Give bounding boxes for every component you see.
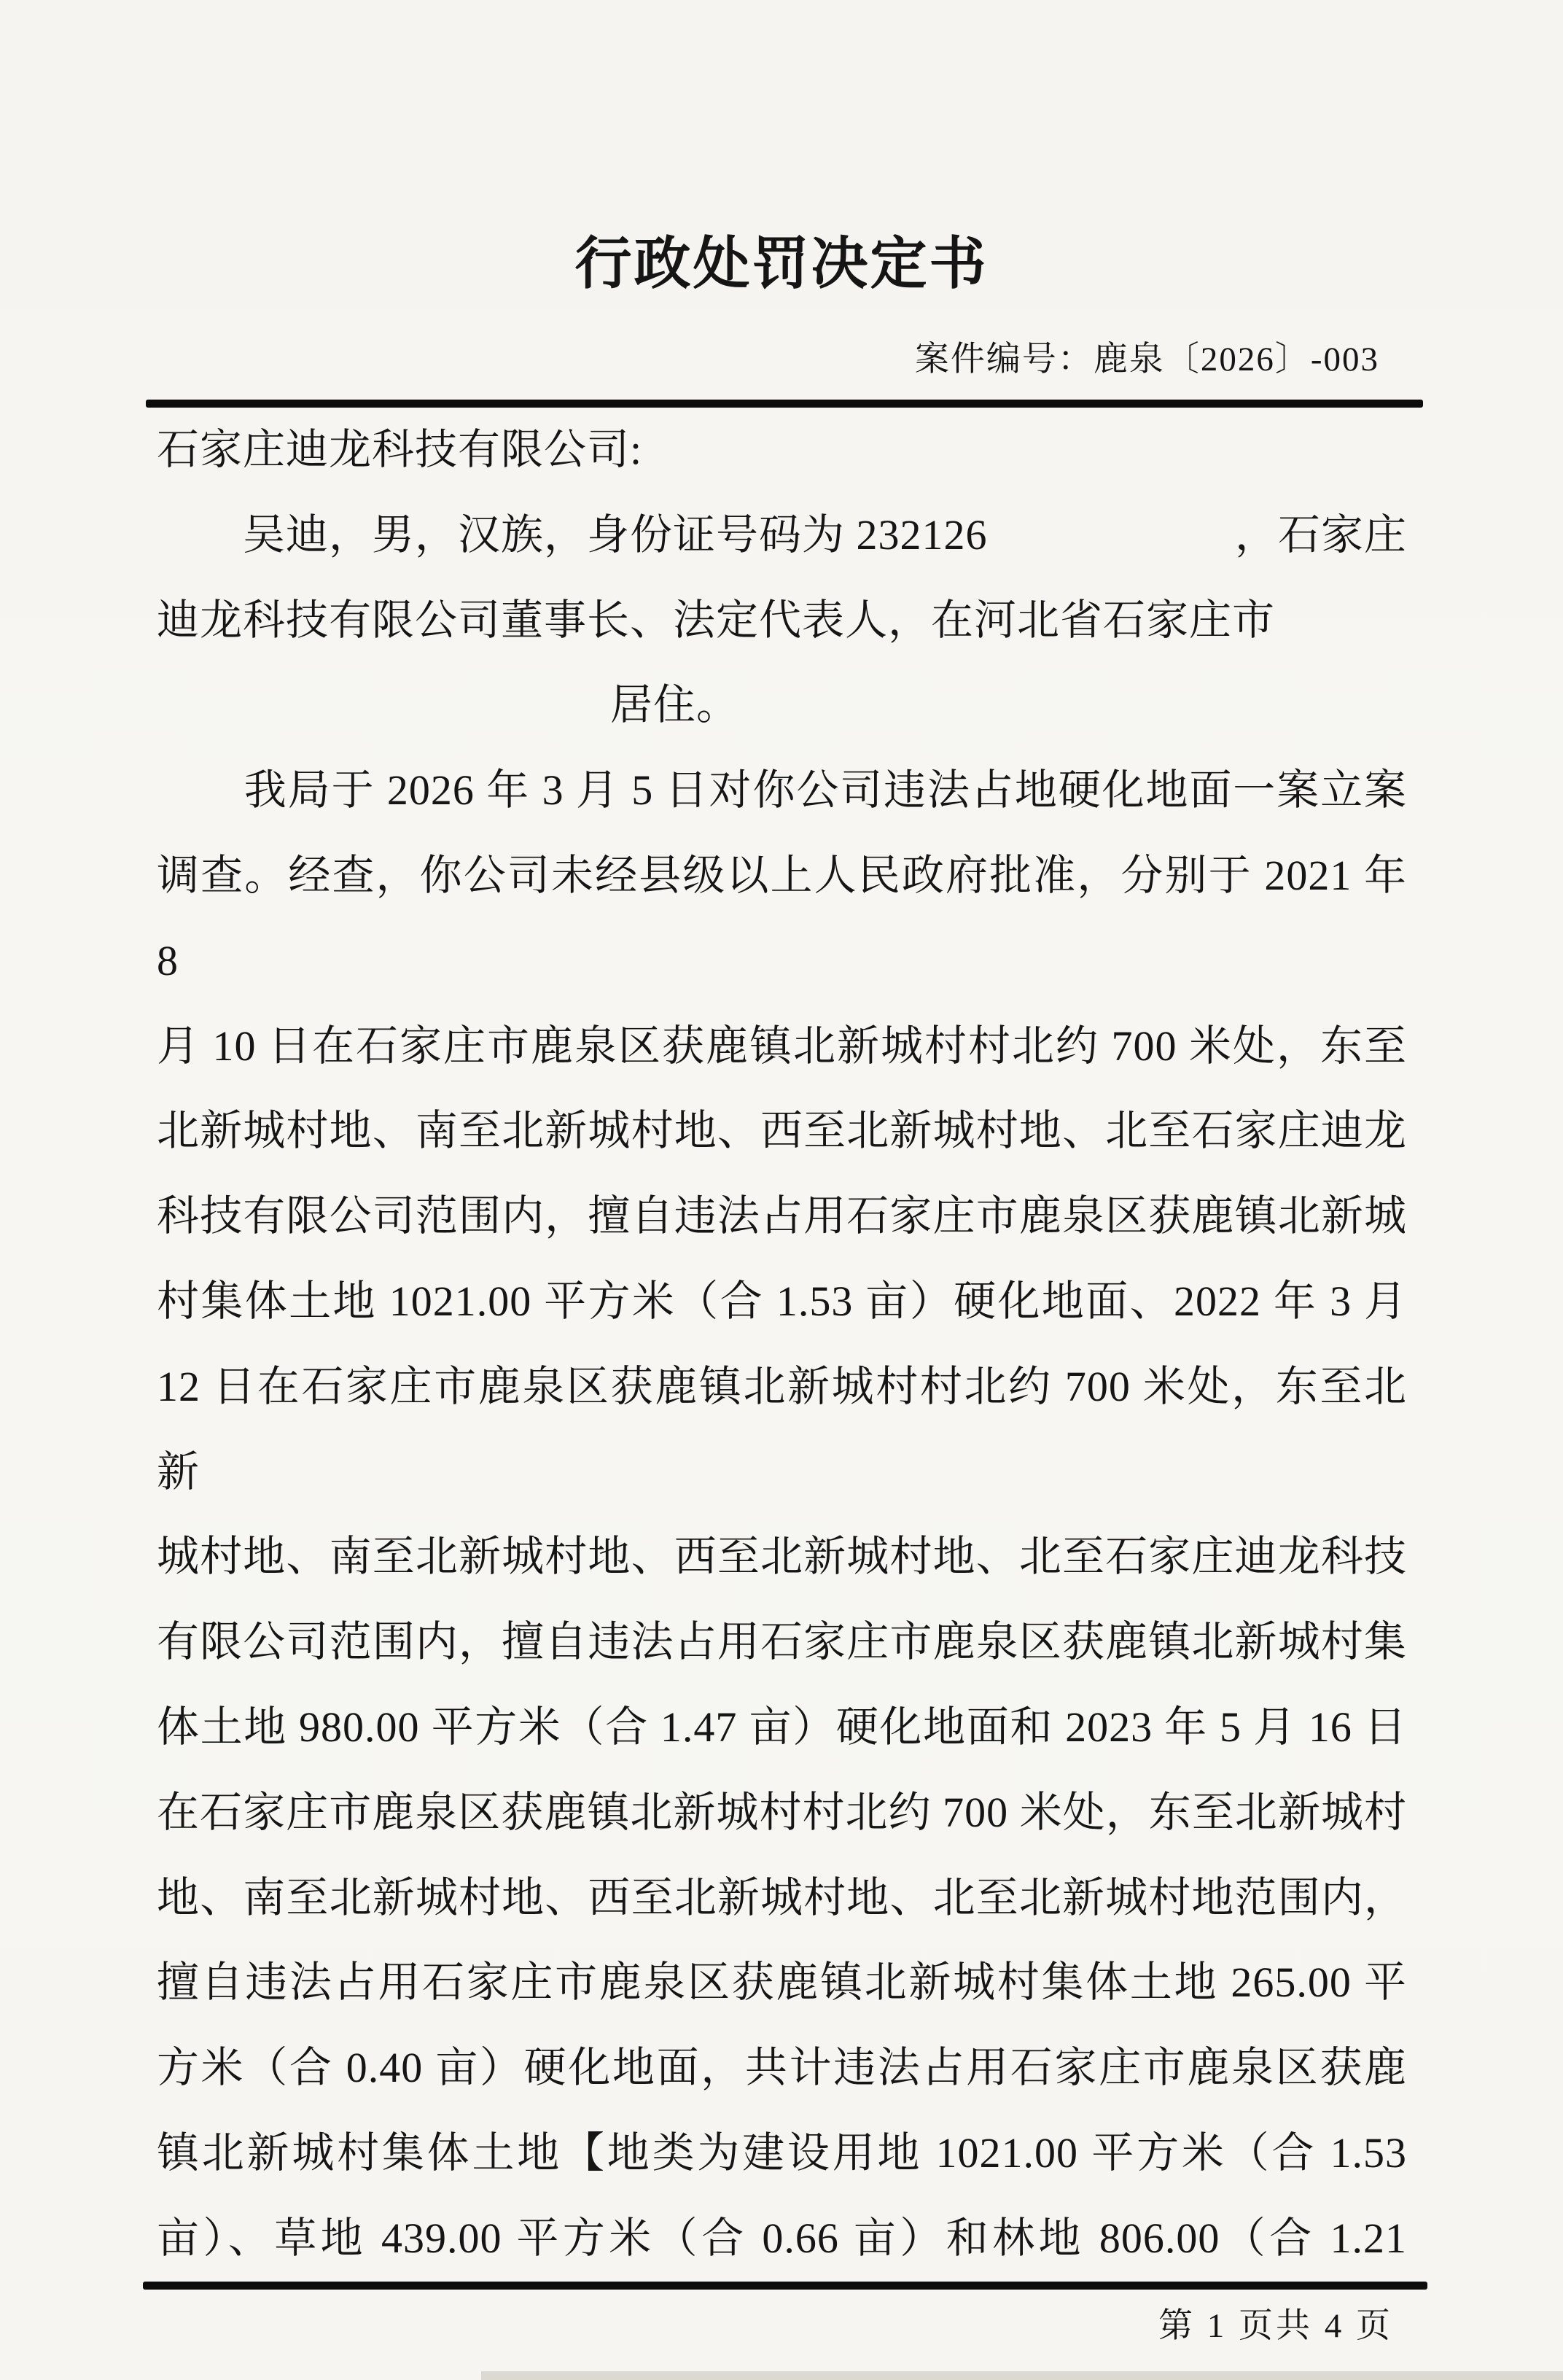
body-line: 12 日在石家庄市鹿泉区获鹿镇北新城村村北约 700 米处，东至北新 xyxy=(157,1362,1407,1496)
person-info-line xyxy=(157,493,1407,578)
body-line: 地、南至北新城村地、西至北新城村地、北至北新城村地范围内， xyxy=(157,1873,1407,1921)
case-number: 案件编号：鹿泉〔2026〕-003 xyxy=(914,341,1379,378)
body-line: 亩）、草地 439.00 平方米（合 0.66 亩）和林地 806.00（合 1.21 xyxy=(157,2214,1407,2262)
scan-edge-artifact xyxy=(481,2371,1563,2380)
body-line: 调查。经查，你公司未经县级以上人民政府批准，分别于 2021 年 8 xyxy=(157,851,1407,984)
body-line: 擅自违法占用石家庄市鹿泉区获鹿镇北新城村集体土地 265.00 平 xyxy=(157,1959,1407,2007)
body-line: 有限公司范围内，擅自违法占用石家庄市鹿泉区获鹿镇北新城村集 xyxy=(157,1618,1407,1666)
document-body xyxy=(157,408,1407,2282)
person-info-line-2: 迪龙科技有限公司董事长、法定代表人，在河北省石家庄市 xyxy=(157,596,1276,644)
header-divider xyxy=(146,400,1423,408)
body-line: 月 10 日在石家庄市鹿泉区获鹿镇北新城村村北约 700 米处，东至 xyxy=(157,1022,1407,1070)
person-info-right: ，石家庄 xyxy=(1234,510,1407,559)
body-line: 村集体土地 1021.00 平方米（合 1.53 亩）硬化地面、2022 年 3 月 xyxy=(157,1277,1407,1325)
body-line: 在石家庄市鹿泉区获鹿镇北新城村村北约 700 米处，东至北新城村 xyxy=(157,1788,1407,1836)
person-info-left: 吴迪，男，汉族，身份证号码为 232126 xyxy=(157,510,988,559)
body-line: 我局于 2026 年 3 月 5 日对你公司违法占地硬化地面一案立案 xyxy=(157,766,1407,814)
residence-line: 居住。 xyxy=(610,681,740,729)
page-number: 第 1 页共 4 页 xyxy=(1158,2306,1393,2345)
recipient-line: 石家庄迪龙科技有限公司: xyxy=(157,426,643,473)
document-title: 行政处罚决定书 xyxy=(574,232,989,295)
body-line: 科技有限公司范围内，擅自违法占用石家庄市鹿泉区获鹿镇北新城 xyxy=(157,1192,1407,1240)
footer-divider xyxy=(143,2282,1427,2290)
body-line: 城村地、南至北新城村地、西至北新城村地、北至石家庄迪龙科技 xyxy=(157,1533,1407,1581)
body-line: 体土地 980.00 平方米（合 1.47 亩）硬化地面和 2023 年 5 月 16 日 xyxy=(157,1703,1407,1751)
body-line: 方米（合 0.40 亩）硬化地面，共计违法占用石家庄市鹿泉区获鹿 xyxy=(157,2044,1407,2092)
body-line: 镇北新城村集体土地【地类为建设用地 1021.00 平方米（合 1.53 xyxy=(157,2128,1407,2177)
body-line: 北新城村地、南至北新城村地、西至北新城村地、北至石家庄迪龙 xyxy=(157,1107,1407,1155)
